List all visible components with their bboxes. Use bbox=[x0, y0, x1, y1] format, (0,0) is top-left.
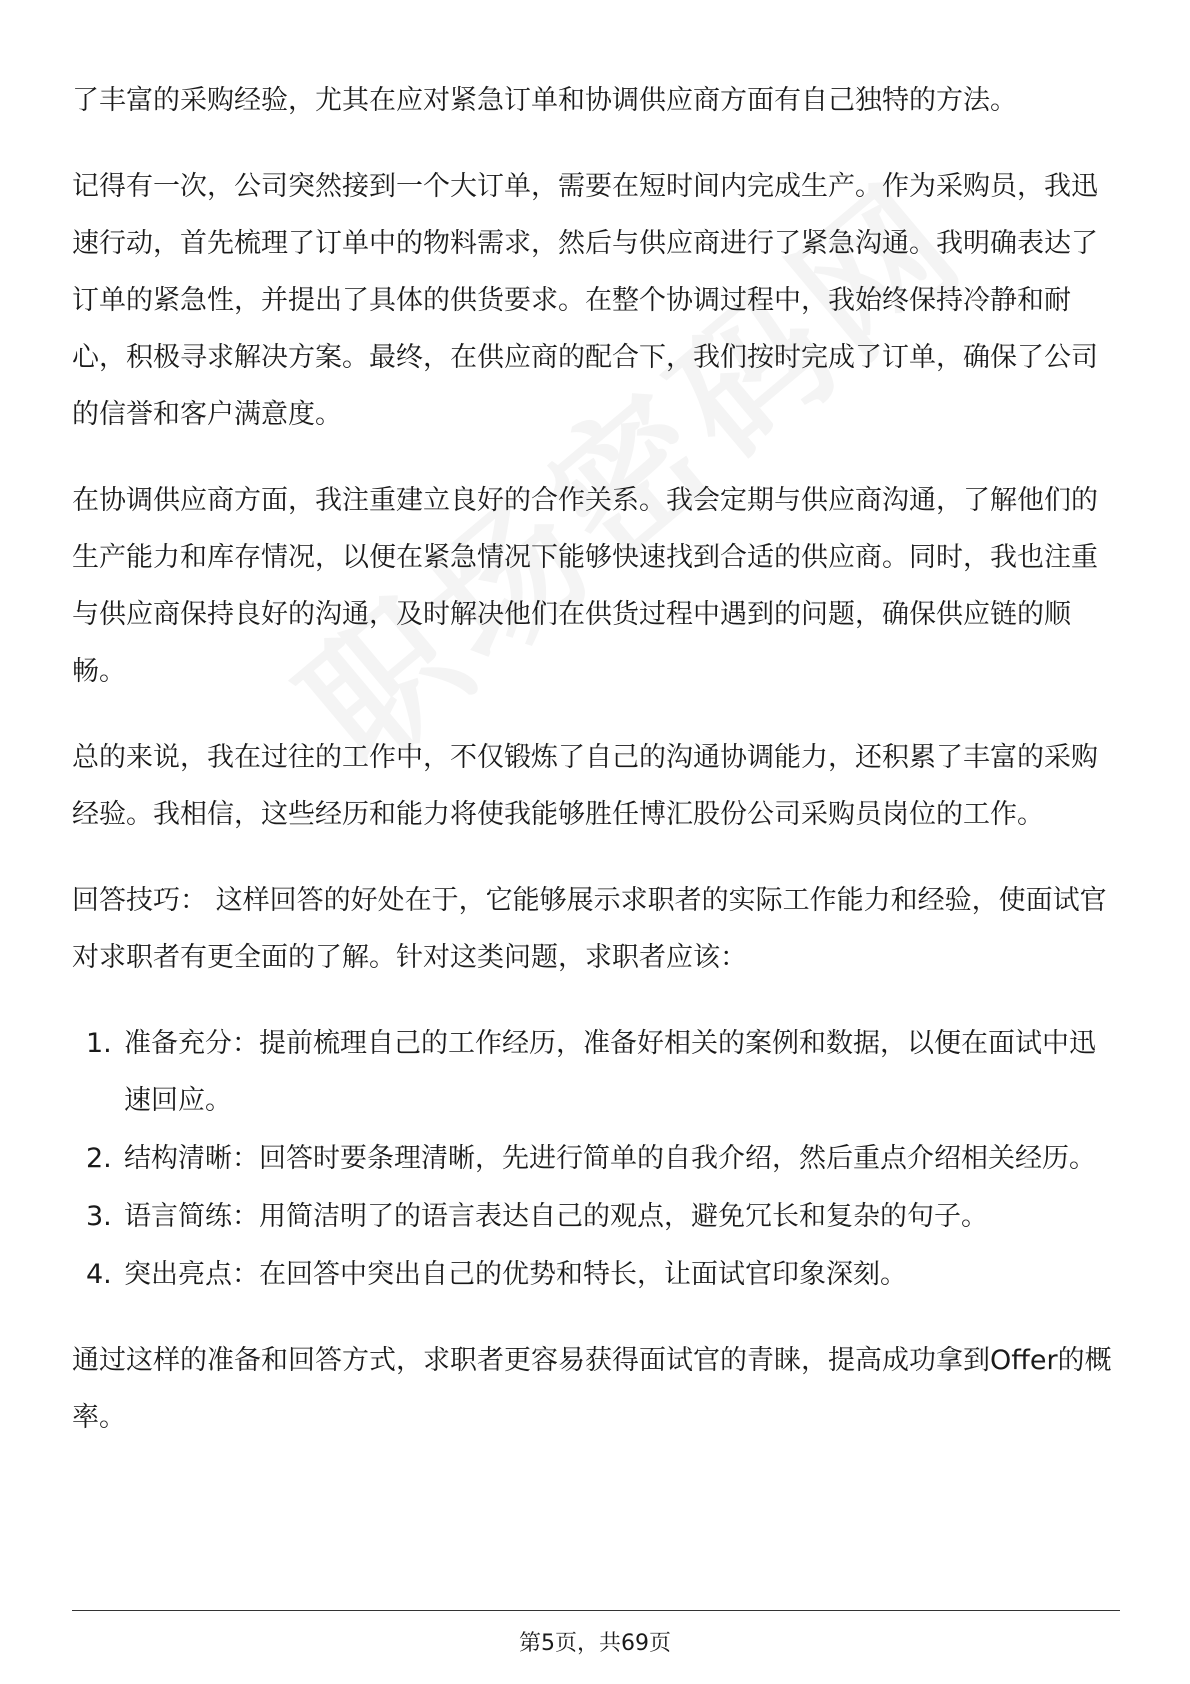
list-item-text: 突出亮点：在回答中突出自己的优势和特长，让面试官印象深刻。 bbox=[124, 1259, 907, 1290]
list-item-text: 语言简练：用简洁明了的语言表达自己的观点，避免冗长和复杂的句子。 bbox=[124, 1201, 988, 1232]
paragraph-urgent-order-story: 记得有一次，公司突然接到一个大订单，需要在短时间内完成生产。作为采购员，我迅速行动，首先梳理了订单中的物料需求，然后与供应商进行了紧急沟通。我明确表达了订单的紧急性，并提出了具体的供货要求。在整个协调过程中，我始终保持冷静和耐心，积极寻求解决方案。最终，在供应商的配合下，我们按时完成了订单，确保了公司的信誉和客户满意度。 bbox=[72, 171, 1098, 430]
paragraph-summary: 总的来说，我在过往的工作中，不仅锻炼了自己的沟通协调能力，还积累了丰富的采购经验。我相信，这些经历和能力将使我能够胜任博汇股份公司采购员岗位的工作。 bbox=[72, 742, 1098, 830]
paragraph-supplier-coordination: 在协调供应商方面，我注重建立良好的合作关系。我会定期与供应商沟通，了解他们的生产能力和库存情况，以便在紧急情况下能够快速找到合适的供应商。同时，我也注重与供应商保持良好的沟通，及时解决他们在供货过程中遇到的问题，确保供应链的顺畅。 bbox=[72, 485, 1098, 687]
paragraph-closing: 通过这样的准备和回答方式，求职者更容易获得面试官的青睐，提高成功拿到Offer的概率。 bbox=[72, 1345, 1112, 1433]
list-item bbox=[72, 1188, 1122, 1245]
list-item bbox=[72, 1246, 1122, 1303]
list-item bbox=[72, 1130, 1122, 1187]
list-item-text: 准备充分：提前梳理自己的工作经历，准备好相关的案例和数据，以便在面试中迅速回应。 bbox=[124, 1028, 1096, 1116]
paragraph-answer-tips: 回答技巧： 这样回答的好处在于，它能够展示求职者的实际工作能力和经验，使面试官对求职者有更全面的了解。针对这类问题，求职者应该： bbox=[72, 885, 1107, 973]
list-item-number: 3. bbox=[86, 1201, 112, 1232]
list-item bbox=[72, 1015, 1122, 1129]
paragraph-experience-intro: 了丰富的采购经验，尤其在应对紧急订单和协调供应商方面有自己独特的方法。 bbox=[72, 85, 1017, 116]
tips-list bbox=[72, 1015, 1122, 1303]
list-item-number: 1. bbox=[86, 1028, 112, 1059]
list-item-number: 2. bbox=[86, 1143, 112, 1174]
page-number: 第5页，共69页 bbox=[519, 1631, 671, 1656]
document-body bbox=[72, 72, 1122, 1475]
footer-divider bbox=[72, 1610, 1120, 1611]
list-item-text: 结构清晰：回答时要条理清晰，先进行简单的自我介绍，然后重点介绍相关经历。 bbox=[124, 1143, 1096, 1174]
list-item-number: 4. bbox=[86, 1259, 112, 1290]
